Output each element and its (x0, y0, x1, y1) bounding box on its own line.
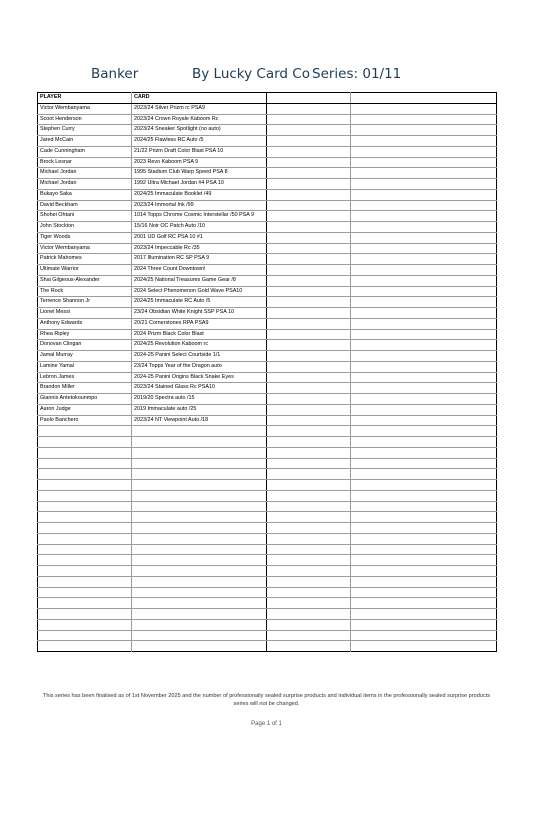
empty-cell (351, 447, 497, 458)
empty-cell (267, 501, 351, 512)
card-cell: 2024 Three Count Downtown! (132, 265, 267, 276)
player-cell: Michael Jordan (38, 179, 132, 190)
empty-cell (351, 587, 497, 598)
empty-table-row (38, 447, 497, 458)
series-notice: This series has been finalised as of 1st November 2025 and the number of professionally sealed surprise products and individual items in the professionally sealed surprise products series will not be changed. (42, 693, 491, 707)
empty-cell (267, 372, 351, 383)
table-row (38, 351, 497, 362)
sheet-title: Banker (91, 66, 139, 82)
empty-cell (267, 136, 351, 147)
empty-cell (38, 619, 132, 630)
empty-cell (351, 394, 497, 405)
table-row (38, 136, 497, 147)
empty-cell (267, 232, 351, 243)
empty-cell (38, 609, 132, 620)
empty-cell (351, 523, 497, 534)
empty-cell (267, 189, 351, 200)
player-cell: Lebron James (38, 372, 132, 383)
empty-cell (38, 587, 132, 598)
empty-cell (351, 232, 497, 243)
empty-cell (267, 308, 351, 319)
empty-cell (267, 544, 351, 555)
card-cell: 2023/24 Sneaker Spotlight (no auto) (132, 125, 267, 136)
card-cell: 23/24 Obsidian White Knight SSP PSA 10 (132, 308, 267, 319)
card-cell: 2001 UD Golf RC PSA 10 #1 (132, 232, 267, 243)
empty-cell (267, 329, 351, 340)
empty-cell (351, 566, 497, 577)
player-cell: Lionel Messi (38, 308, 132, 319)
empty-cell (267, 598, 351, 609)
empty-cell (351, 512, 497, 523)
table-row (38, 211, 497, 222)
player-cell: Bukayo Saka (38, 189, 132, 200)
empty-cell (351, 630, 497, 641)
empty-cell (351, 168, 497, 179)
empty-table-row (38, 426, 497, 437)
card-cell: 2024/25 Flawless RC Auto /5 (132, 136, 267, 147)
player-cell: Shai Gilgeous-Alexander (38, 275, 132, 286)
empty-cell (351, 598, 497, 609)
empty-table-row (38, 533, 497, 544)
empty-cell (132, 490, 267, 501)
empty-cell (351, 340, 497, 351)
empty-cell (267, 523, 351, 534)
empty-cell (267, 286, 351, 297)
empty-cell (351, 501, 497, 512)
empty-cell (351, 308, 497, 319)
empty-cell (351, 426, 497, 437)
empty-table-row (38, 490, 497, 501)
table-row (38, 222, 497, 233)
empty-cell (38, 480, 132, 491)
empty-cell (132, 555, 267, 566)
empty-cell (351, 555, 497, 566)
empty-table-row (38, 469, 497, 480)
table-row (38, 232, 497, 243)
table-row (38, 383, 497, 394)
checklist-table (37, 92, 497, 652)
empty-table-row (38, 544, 497, 555)
player-cell: Cade Cunningham (38, 146, 132, 157)
empty-cell (267, 114, 351, 125)
empty-column-header (351, 93, 497, 104)
empty-column-header (267, 93, 351, 104)
card-cell: 2023 Revo Kaboom PSA 9 (132, 157, 267, 168)
empty-cell (132, 501, 267, 512)
table-header-row (38, 93, 497, 104)
empty-cell (267, 404, 351, 415)
table-row (38, 146, 497, 157)
table-row (38, 404, 497, 415)
empty-cell (38, 437, 132, 448)
empty-cell (267, 265, 351, 276)
empty-cell (38, 598, 132, 609)
card-cell: 2023/24 Crown Royale Kaboom Rc (132, 114, 267, 125)
card-cell: 15/16 Noir OC Patch Auto /10 (132, 222, 267, 233)
empty-cell (267, 340, 351, 351)
empty-cell (267, 533, 351, 544)
player-cell: Brock Lesnar (38, 157, 132, 168)
player-cell: Rhea Ripley (38, 329, 132, 340)
card-cell: 2017 Illumination RC SP PSA 9 (132, 254, 267, 265)
table-row (38, 275, 497, 286)
empty-table-row (38, 630, 497, 641)
empty-cell (132, 458, 267, 469)
table-row (38, 200, 497, 211)
player-cell: Paolo Banchero (38, 415, 132, 426)
empty-cell (132, 426, 267, 437)
empty-cell (38, 490, 132, 501)
player-cell: Aaron Judge (38, 404, 132, 415)
empty-cell (351, 114, 497, 125)
table-row (38, 318, 497, 329)
card-cell: 2024/25 Revolution Kaboom rc (132, 340, 267, 351)
table-row (38, 168, 497, 179)
empty-cell (267, 222, 351, 233)
card-cell: 1992 Ultra Michael Jordan #4 PSA 10 (132, 179, 267, 190)
empty-cell (267, 587, 351, 598)
empty-cell (351, 189, 497, 200)
card-cell: 1995 Stadium Club Warp Speed PSA 8 (132, 168, 267, 179)
empty-cell (351, 136, 497, 147)
empty-cell (267, 490, 351, 501)
player-cell: Michael Jordan (38, 168, 132, 179)
empty-cell (267, 426, 351, 437)
empty-cell (351, 286, 497, 297)
player-cell: Ultimate Warrior (38, 265, 132, 276)
empty-cell (267, 415, 351, 426)
table-row (38, 157, 497, 168)
empty-cell (267, 157, 351, 168)
empty-cell (351, 211, 497, 222)
card-cell: 2024-25 Panini Select Courtside 1/1 (132, 351, 267, 362)
player-cell: Shohei Ohtani (38, 211, 132, 222)
empty-cell (351, 318, 497, 329)
table-row (38, 340, 497, 351)
card-cell: 20/21 Cornerstones RPA PSA9 (132, 318, 267, 329)
empty-cell (351, 576, 497, 587)
player-cell: Stephen Curry (38, 125, 132, 136)
empty-cell (351, 179, 497, 190)
table-row (38, 179, 497, 190)
empty-cell (267, 609, 351, 620)
empty-cell (132, 609, 267, 620)
table-row (38, 329, 497, 340)
table-row (38, 286, 497, 297)
empty-cell (351, 415, 497, 426)
card-cell: 2019/20 Spectra auto /15 (132, 394, 267, 405)
company-name: By Lucky Card Co (192, 66, 310, 82)
empty-table-row (38, 598, 497, 609)
empty-table-row (38, 641, 497, 652)
table-row (38, 415, 497, 426)
player-cell: Anthony Edwards (38, 318, 132, 329)
empty-cell (38, 533, 132, 544)
empty-table-row (38, 512, 497, 523)
empty-cell (132, 619, 267, 630)
empty-table-row (38, 480, 497, 491)
empty-cell (351, 544, 497, 555)
table-row (38, 254, 497, 265)
empty-cell (132, 512, 267, 523)
card-cell: 1014 Topps Chrome Cosmic Interstellar /50 PSA 9 (132, 211, 267, 222)
empty-cell (351, 254, 497, 265)
player-cell: Victor Wembanyama (38, 103, 132, 114)
card-cell: 2024-25 Panini Origins Black Snake Eyes (132, 372, 267, 383)
table-row (38, 243, 497, 254)
empty-table-row (38, 576, 497, 587)
empty-cell (38, 630, 132, 641)
player-cell: John Stockton (38, 222, 132, 233)
table-row (38, 361, 497, 372)
player-cell: Victor Wembanyama (38, 243, 132, 254)
table-row (38, 114, 497, 125)
player-cell: Terrence Shannon Jr (38, 297, 132, 308)
empty-cell (351, 222, 497, 233)
empty-cell (351, 103, 497, 114)
empty-cell (267, 641, 351, 652)
empty-cell (38, 544, 132, 555)
player-column-header: PLAYER (38, 93, 132, 104)
empty-cell (351, 533, 497, 544)
card-cell: 2024 Select Phenomenon Gold Wave PSA10 (132, 286, 267, 297)
table-row (38, 189, 497, 200)
empty-table-row (38, 566, 497, 577)
empty-cell (132, 533, 267, 544)
empty-cell (351, 404, 497, 415)
card-cell: 2023/24 Impeccable Rc /35 (132, 243, 267, 254)
empty-cell (351, 297, 497, 308)
empty-cell (351, 609, 497, 620)
empty-cell (132, 566, 267, 577)
empty-cell (351, 437, 497, 448)
empty-cell (267, 211, 351, 222)
empty-cell (267, 275, 351, 286)
table-row (38, 103, 497, 114)
player-cell: Patrick Mahomes (38, 254, 132, 265)
card-cell: 2023/24 Immortal Ink /99 (132, 200, 267, 211)
empty-cell (267, 630, 351, 641)
card-cell: 2019 Immaculate auto /25 (132, 404, 267, 415)
card-cell: 2024 Prizm Black Color Blast (132, 329, 267, 340)
empty-cell (351, 157, 497, 168)
empty-cell (267, 576, 351, 587)
table-row (38, 308, 497, 319)
empty-cell (267, 458, 351, 469)
empty-cell (351, 361, 497, 372)
empty-cell (267, 555, 351, 566)
empty-cell (267, 361, 351, 372)
empty-cell (351, 469, 497, 480)
empty-cell (351, 125, 497, 136)
empty-cell (132, 480, 267, 491)
card-cell: 23/24 Topps Year of the Dragon auto (132, 361, 267, 372)
player-cell: Jamal Murray (38, 351, 132, 362)
empty-cell (351, 329, 497, 340)
series-number: Series: 01/11 (312, 66, 402, 82)
player-cell: Brandon Miller (38, 383, 132, 394)
empty-cell (351, 200, 497, 211)
empty-cell (267, 566, 351, 577)
empty-cell (38, 576, 132, 587)
empty-cell (351, 490, 497, 501)
empty-cell (267, 351, 351, 362)
table-row (38, 394, 497, 405)
empty-table-row (38, 501, 497, 512)
card-cell: 2024/25 Immaculate RC Auto /5 (132, 297, 267, 308)
player-cell: The Rock (38, 286, 132, 297)
player-cell: Lamine Yamal (38, 361, 132, 372)
empty-cell (351, 641, 497, 652)
empty-table-row (38, 587, 497, 598)
empty-cell (132, 437, 267, 448)
empty-cell (132, 641, 267, 652)
card-cell: 2023/24 Stained Glass Rc PSA10 (132, 383, 267, 394)
empty-cell (38, 555, 132, 566)
empty-cell (267, 125, 351, 136)
empty-cell (351, 351, 497, 362)
empty-cell (267, 619, 351, 630)
player-cell: Donovan Clingan (38, 340, 132, 351)
empty-cell (351, 275, 497, 286)
empty-cell (267, 480, 351, 491)
player-cell: Jared McCain (38, 136, 132, 147)
empty-table-row (38, 523, 497, 534)
empty-cell (267, 179, 351, 190)
card-cell: 2023/24 NT Viewpoint Auto /18 (132, 415, 267, 426)
empty-cell (38, 458, 132, 469)
empty-cell (267, 200, 351, 211)
empty-cell (351, 243, 497, 254)
empty-table-row (38, 609, 497, 620)
empty-cell (38, 566, 132, 577)
empty-cell (132, 576, 267, 587)
empty-cell (132, 523, 267, 534)
empty-cell (267, 318, 351, 329)
empty-cell (38, 501, 132, 512)
empty-table-row (38, 437, 497, 448)
empty-cell (351, 480, 497, 491)
table-row (38, 265, 497, 276)
empty-cell (351, 265, 497, 276)
empty-cell (38, 447, 132, 458)
empty-cell (38, 426, 132, 437)
table-row (38, 372, 497, 383)
player-cell: Giannis Antetokounmpo (38, 394, 132, 405)
empty-cell (132, 447, 267, 458)
empty-cell (351, 383, 497, 394)
empty-cell (267, 254, 351, 265)
card-cell: 2024/25 National Treasures Game Gear /8 (132, 275, 267, 286)
table-row (38, 125, 497, 136)
empty-cell (267, 297, 351, 308)
empty-table-row (38, 458, 497, 469)
empty-cell (38, 523, 132, 534)
player-cell: Scoot Henderson (38, 114, 132, 125)
card-cell: 2023/24 Silver Prizm rc PSA9 (132, 103, 267, 114)
empty-cell (351, 372, 497, 383)
empty-cell (267, 146, 351, 157)
empty-table-row (38, 555, 497, 566)
empty-cell (132, 587, 267, 598)
empty-cell (38, 469, 132, 480)
empty-cell (267, 383, 351, 394)
player-cell: Tiger Woods (38, 232, 132, 243)
empty-cell (132, 598, 267, 609)
empty-cell (267, 512, 351, 523)
empty-cell (38, 512, 132, 523)
card-cell: 21/22 Prizm Draft Color Blast PSA 10 (132, 146, 267, 157)
empty-table-row (38, 619, 497, 630)
card-cell: 2024/25 Immaculate Booklet /49 (132, 189, 267, 200)
card-column-header: CARD (132, 93, 267, 104)
empty-cell (267, 103, 351, 114)
empty-cell (132, 630, 267, 641)
empty-cell (132, 544, 267, 555)
empty-cell (351, 619, 497, 630)
empty-cell (267, 394, 351, 405)
player-cell: David Beckham (38, 200, 132, 211)
empty-cell (267, 168, 351, 179)
empty-cell (267, 437, 351, 448)
empty-cell (38, 641, 132, 652)
table-row (38, 297, 497, 308)
page-number: Page 1 of 1 (251, 721, 282, 727)
empty-cell (351, 458, 497, 469)
empty-cell (267, 243, 351, 254)
empty-cell (267, 469, 351, 480)
empty-cell (267, 447, 351, 458)
empty-cell (351, 146, 497, 157)
empty-cell (132, 469, 267, 480)
